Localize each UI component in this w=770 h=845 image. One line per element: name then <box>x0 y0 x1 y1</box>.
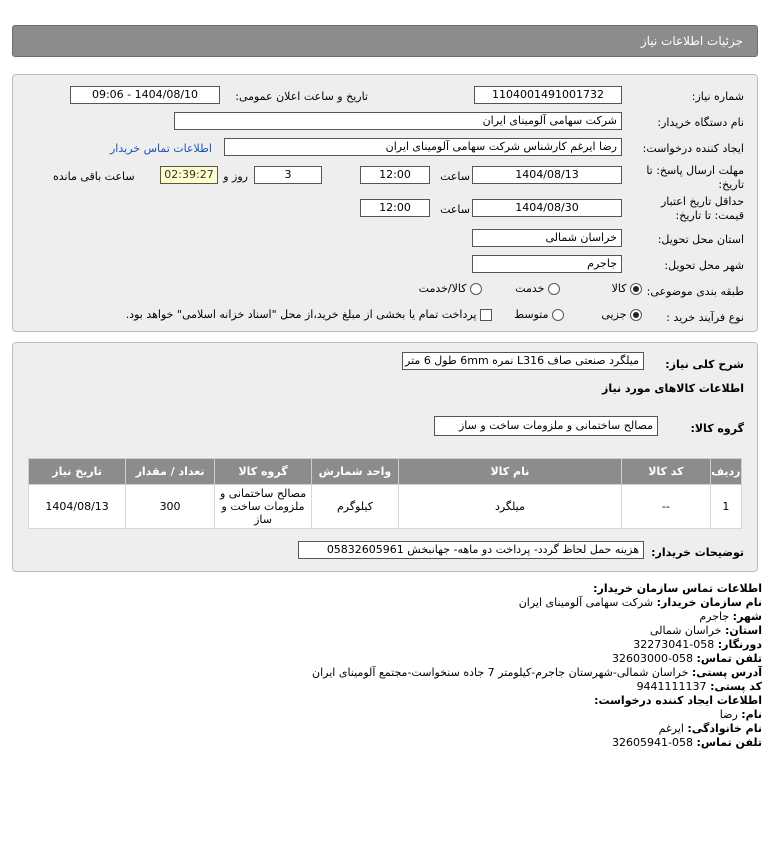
need-number-field[interactable]: 1104001491001732 <box>474 86 622 104</box>
process-option-medium[interactable]: متوسط <box>514 308 564 321</box>
remaining-timer: 02:39:27 <box>160 166 218 184</box>
announce-field[interactable]: 1404/08/10 - 09:06 <box>70 86 220 104</box>
validity-time-field[interactable]: 12:00 <box>360 199 430 217</box>
table-cell: 1 <box>710 485 741 529</box>
table-cell: 300 <box>126 485 215 529</box>
column-header: کد کالا <box>621 459 710 485</box>
days-label: روز و <box>223 170 248 183</box>
days-field[interactable]: 3 <box>254 166 322 184</box>
radio-selected-icon[interactable] <box>630 283 642 295</box>
validity-label-2: قیمت: تا تاریخ: <box>675 209 744 222</box>
table-header-row <box>29 459 742 485</box>
buyer-field[interactable]: شرکت سهامی آلومینای ایران <box>174 112 622 130</box>
column-header: واحد شمارش <box>312 459 399 485</box>
page-title: جزئیات اطلاعات نیاز <box>640 34 743 48</box>
category-option-service[interactable]: خدمت <box>515 282 560 295</box>
column-header: نام کالا <box>398 459 621 485</box>
creator-label: ایجاد کننده درخواست: <box>642 142 744 155</box>
goods-info-title: اطلاعات کالاهای مورد نیاز <box>602 382 744 395</box>
category-option-goods[interactable]: کالا <box>612 282 642 295</box>
buyer-label: نام دستگاه خریدار: <box>657 116 744 129</box>
contact-address: آدرس پستی: خراسان شمالی-شهرستان جاجرم-کیلومتر 7 جاده سنخواست-مجتمع آلومینای ایران <box>312 666 762 679</box>
radio-selected-icon[interactable] <box>630 309 642 321</box>
process-option-minor[interactable]: جزیی <box>601 308 642 321</box>
buyer-contact-link[interactable]: اطلاعات تماس خریدار <box>110 142 212 155</box>
column-header: تاریخ نیاز <box>29 459 126 485</box>
contact-province: استان: خراسان شمالی <box>649 624 762 637</box>
contact-org: نام سازمان خریدار: شرکت سهامی آلومینای ایران <box>518 596 762 609</box>
payment-option[interactable]: پرداخت تمام یا بخشی از مبلغ خرید،از محل "اسناد خزانه اسلامی" خواهد بود. <box>126 308 492 321</box>
checkbox-icon[interactable] <box>480 309 492 321</box>
creator-phone: تلفن تماس: 058-32605941 <box>612 736 762 749</box>
deadline-label: مهلت ارسال پاسخ: تا <box>646 164 744 177</box>
column-header: تعداد / مقدار <box>126 459 215 485</box>
category-label: طبقه بندی موضوعی: <box>646 285 744 298</box>
creator-field[interactable]: رضا ایرغم کارشناس شرکت سهامی آلومینای ایران <box>224 138 622 156</box>
contact-title: اطلاعات تماس سازمان خریدار: <box>593 582 762 595</box>
deadline-time-field[interactable]: 12:00 <box>360 166 430 184</box>
page-header <box>12 25 758 57</box>
table-cell: کیلوگرم <box>312 485 399 529</box>
city-field[interactable]: جاجرم <box>472 255 622 273</box>
need-desc-field[interactable]: میلگرد صنعتی صاف L316 نمره 6mm طول 6 متر <box>402 352 644 370</box>
deadline-time-label: ساعت <box>440 170 470 183</box>
need-number-label: شماره نیاز: <box>691 90 744 103</box>
province-field[interactable]: خراسان شمالی <box>472 229 622 247</box>
radio-icon[interactable] <box>548 283 560 295</box>
radio-icon[interactable] <box>470 283 482 295</box>
category-option-both[interactable]: کالا/خدمت <box>419 282 482 295</box>
goods-group-label: گروه کالا: <box>690 422 744 435</box>
city-label: شهر محل تحویل: <box>664 259 744 272</box>
contact-postal: کد پستی: 9441111137 <box>636 680 762 693</box>
goods-group-field[interactable]: مصالح ساختمانی و ملزومات ساخت و ساز <box>434 416 658 436</box>
province-label: استان محل تحویل: <box>657 233 744 246</box>
column-header: ردیف <box>710 459 741 485</box>
need-description-panel <box>12 342 758 572</box>
creator-title: اطلاعات ایجاد کننده درخواست: <box>594 694 762 707</box>
contact-city: شهر: جاجرم <box>699 610 762 623</box>
creator-name: نام: رضا <box>719 708 762 721</box>
table-cell: میلگرد <box>398 485 621 529</box>
radio-icon[interactable] <box>552 309 564 321</box>
table-cell: مصالح ساختمانی و ملزومات ساخت و ساز <box>214 485 311 529</box>
goods-table <box>28 458 742 529</box>
remaining-label: ساعت باقی مانده <box>53 170 135 183</box>
validity-label: حداقل تاریخ اعتبار <box>660 195 744 208</box>
contact-phone: تلفن تماس: 058-32603000 <box>612 652 762 665</box>
table-cell: 1404/08/13 <box>29 485 126 529</box>
announce-label: تاریخ و ساعت اعلان عمومی: <box>235 90 368 103</box>
deadline-label-2: تاریخ: <box>718 178 744 191</box>
need-desc-label: شرح کلی نیاز: <box>665 358 744 371</box>
validity-date-field[interactable]: 1404/08/30 <box>472 199 622 217</box>
buyer-notes-field[interactable]: هزینه حمل لحاظ گردد- پرداخت دو ماهه- جهانبخش 05832605961 <box>298 541 644 559</box>
process-label: نوع فرآیند خرید : <box>666 311 744 324</box>
creator-family: نام خانوادگی: ایرغم <box>658 722 762 735</box>
table-cell: -- <box>621 485 710 529</box>
column-header: گروه کالا <box>214 459 311 485</box>
buyer-notes-label: توضیحات خریدار: <box>651 546 744 559</box>
deadline-date-field[interactable]: 1404/08/13 <box>472 166 622 184</box>
validity-time-label: ساعت <box>440 203 470 216</box>
contact-fax: دورنگار: 058-32273041 <box>633 638 762 651</box>
table-row <box>29 485 742 529</box>
